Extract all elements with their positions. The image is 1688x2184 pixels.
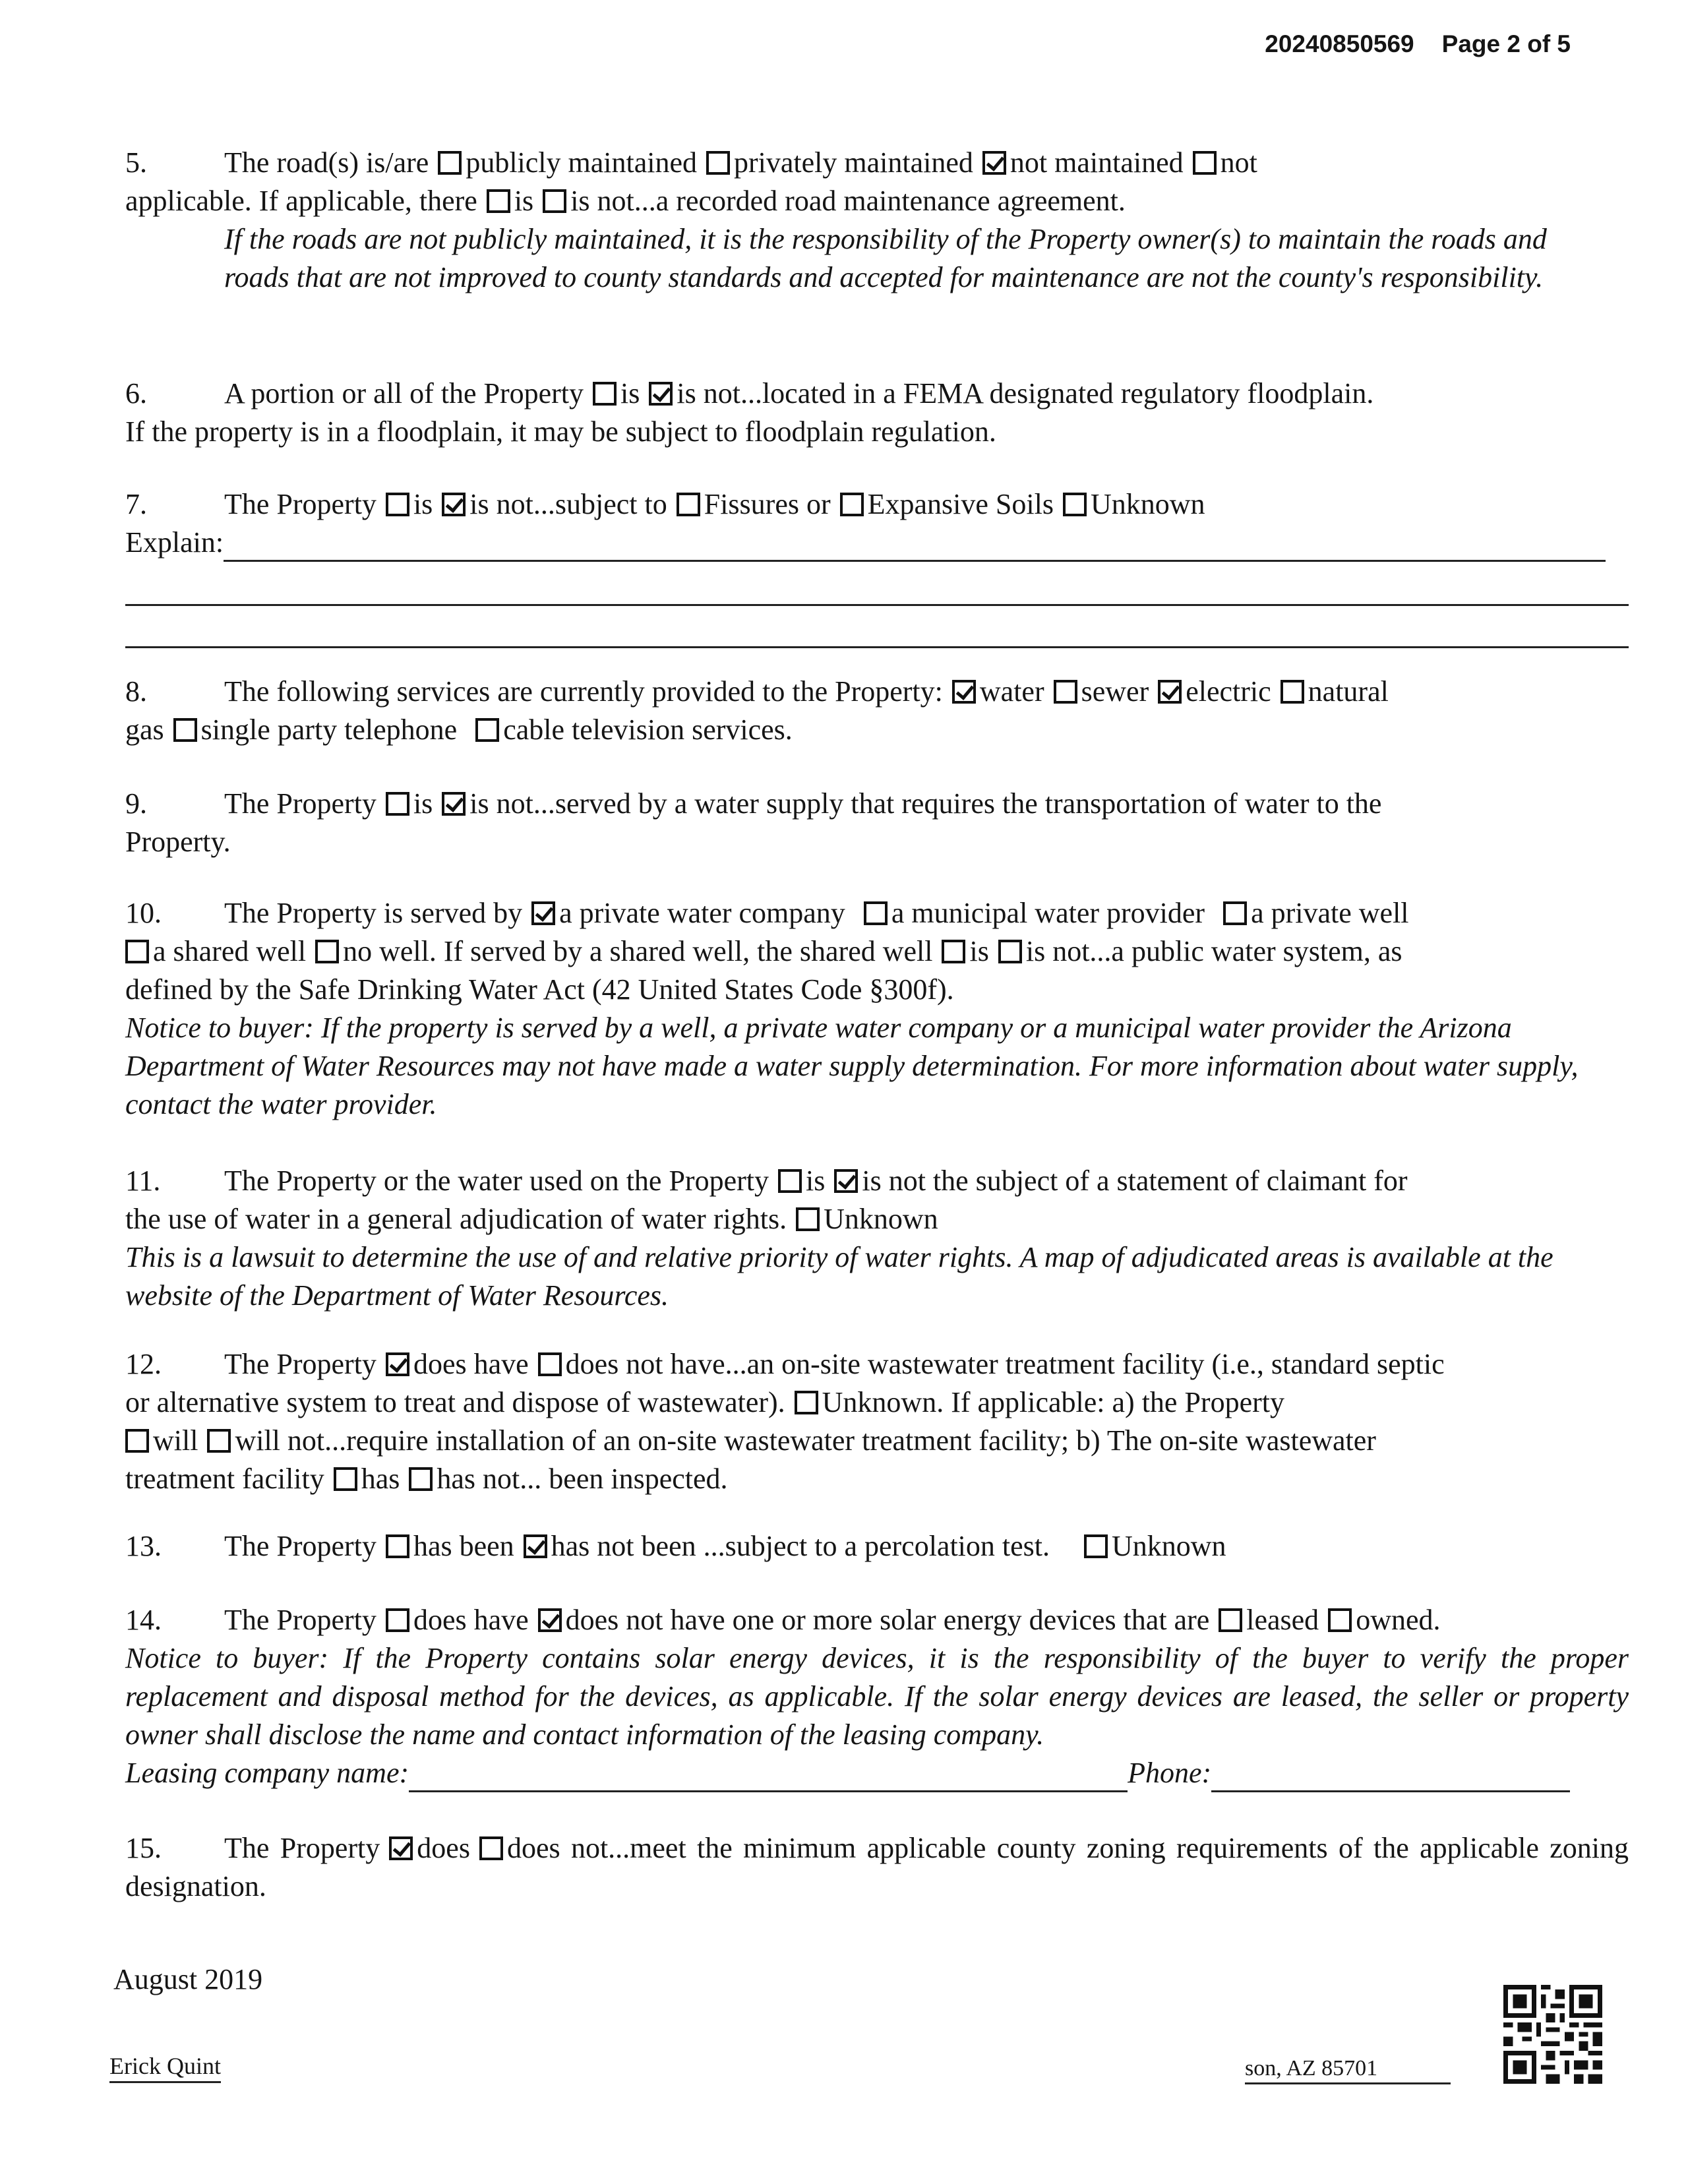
- footer-name: Erick Quint: [109, 2052, 221, 2083]
- item-5-line1: [125, 144, 1629, 182]
- item-text: The Property: [224, 1348, 377, 1380]
- item-number: 5.: [125, 146, 147, 179]
- checkbox-privately-maintained[interactable]: [706, 151, 730, 175]
- checkbox-percolation-unknown[interactable]: [1084, 1534, 1108, 1558]
- option-label: is not...located in a FEMA designated regulatory floodplain.: [677, 377, 1374, 410]
- checkbox-solar-owned[interactable]: [1328, 1608, 1352, 1632]
- option-label: is not...a public water system, as: [1025, 935, 1402, 967]
- option-label: Unknown: [1112, 1530, 1226, 1562]
- qr-code-icon: [1502, 1985, 1604, 2084]
- item-14-note: Notice to buyer: If the Property contains solar energy devices, it is the responsibility of the buyer to verify the proper replacement and disposal method for the devices, as applicable. If the solar energy devices are leased, the seller or property owner shall disclose the name and contact information of the leasing company.: [125, 1642, 1629, 1751]
- item-text: treatment facility: [125, 1463, 324, 1495]
- leasing-company-line[interactable]: [409, 1761, 1128, 1792]
- option-label: has been: [413, 1530, 514, 1562]
- item-10-note: Notice to buyer: If the property is served by a well, a private water company or a municipal water provider the Arizona Department of Water Resources may not have made a water supply determination. For more information about water supply, contact the water provider.: [125, 1012, 1579, 1120]
- checkbox-floodplain-is[interactable]: [593, 382, 617, 406]
- item-10: [125, 894, 1629, 1124]
- checkbox-cable-tv[interactable]: [475, 718, 499, 742]
- checkbox-fissures[interactable]: [677, 493, 700, 516]
- checkbox-soils-unknown[interactable]: [1063, 493, 1087, 516]
- option-label: is not...a recorded road maintenance agreement.: [570, 185, 1126, 217]
- item-5-line2: [125, 182, 1629, 220]
- checkbox-inspected-has-not[interactable]: [409, 1467, 433, 1491]
- option-label: is: [413, 488, 433, 520]
- item-text: gas: [125, 713, 164, 746]
- checkbox-electric[interactable]: [1158, 680, 1182, 704]
- checkbox-sewer[interactable]: [1054, 680, 1077, 704]
- checkbox-shared-well[interactable]: [125, 940, 149, 963]
- option-label: Fissures or: [704, 488, 831, 520]
- checkbox-water[interactable]: [952, 680, 976, 704]
- checkbox-zoning-does[interactable]: [389, 1836, 413, 1860]
- option-label: a shared well: [153, 935, 307, 967]
- phone-line[interactable]: [1211, 1761, 1570, 1792]
- explain-line-2[interactable]: [125, 604, 1629, 606]
- checkbox-install-will[interactable]: [125, 1429, 149, 1453]
- item-text: the use of water in a general adjudication of water rights.: [125, 1203, 787, 1235]
- option-label: not maintained: [1010, 146, 1184, 179]
- checkbox-agreement-is-not[interactable]: [543, 189, 566, 213]
- checkbox-solar-leased[interactable]: [1219, 1608, 1242, 1632]
- option-label: electric: [1186, 675, 1271, 708]
- option-label: does not have...an on-site wastewater treatment facility (i.e., standard septic: [565, 1348, 1445, 1380]
- item-text: The Property: [224, 1832, 380, 1864]
- explain-line[interactable]: [224, 531, 1606, 562]
- item-text: The Property: [224, 787, 377, 820]
- checkbox-zoning-does-not[interactable]: [479, 1836, 503, 1860]
- item-14: [125, 1601, 1629, 1792]
- item-8: [125, 673, 1629, 749]
- checkbox-transport-is[interactable]: [386, 792, 409, 816]
- option-label: has not... been inspected.: [437, 1463, 728, 1495]
- footer-address: son, AZ 85701: [1245, 2056, 1451, 2084]
- checkbox-private-well[interactable]: [1223, 901, 1247, 925]
- checkbox-private-water-company[interactable]: [531, 901, 555, 925]
- checkbox-publicly-maintained[interactable]: [438, 151, 462, 175]
- option-label: cable television services.: [503, 713, 793, 746]
- checkbox-wastewater-unknown[interactable]: [795, 1391, 818, 1414]
- checkbox-not-maintained[interactable]: [982, 151, 1006, 175]
- explain-label: Explain:: [125, 526, 224, 559]
- item-text: The Property or the water used on the Property: [224, 1165, 769, 1197]
- option-label: is not the subject of a statement of claimant for: [862, 1165, 1408, 1197]
- option-label: water: [979, 675, 1044, 708]
- option-label: is not...subject to: [469, 488, 667, 520]
- option-label: a private well: [1251, 897, 1409, 929]
- checkbox-wastewater-does-not-have[interactable]: [538, 1352, 562, 1376]
- checkbox-telephone[interactable]: [173, 718, 197, 742]
- option-label: Unknown: [824, 1203, 938, 1235]
- option-label: will not...require installation of an on-site wastewater treatment facility; b) The on-site wastewater: [235, 1424, 1376, 1457]
- item-6: [125, 375, 1629, 451]
- item-text: The Property: [224, 1604, 377, 1636]
- option-label: is: [806, 1165, 826, 1197]
- checkbox-install-will-not[interactable]: [207, 1429, 231, 1453]
- item-text: The following services are currently provided to the Property:: [224, 675, 943, 708]
- option-label: has not been ...subject to a percolation test.: [551, 1530, 1050, 1562]
- checkbox-soils-is-not[interactable]: [442, 493, 466, 516]
- item-number: 15.: [125, 1832, 162, 1864]
- item-number: 10.: [125, 897, 162, 929]
- option-label: publicly maintained: [466, 146, 698, 179]
- option-label: a municipal water provider: [891, 897, 1205, 929]
- option-label: is: [620, 377, 640, 410]
- option-label: is not...served by a water supply that requires the transportation of water to the: [469, 787, 1382, 820]
- item-text: or alternative system to treat and dispose of wastewater).: [125, 1386, 785, 1418]
- item-number: 6.: [125, 377, 147, 410]
- item-text: defined by the Safe Drinking Water Act (42 United States Code §300f).: [125, 973, 954, 1006]
- phone-label: Phone:: [1128, 1757, 1212, 1789]
- item-11-note: This is a lawsuit to determine the use of and relative priority of water rights. A map of adjudicated areas is available at the website of the Department of Water Resources.: [125, 1241, 1553, 1312]
- page-number: Page 2 of 5: [1441, 30, 1571, 57]
- checkbox-wastewater-does-have[interactable]: [386, 1352, 409, 1376]
- item-number: 14.: [125, 1604, 162, 1636]
- option-label: Unknown: [1090, 488, 1205, 520]
- item-number: 13.: [125, 1530, 162, 1562]
- item-13: [125, 1527, 1629, 1565]
- option-label: privately maintained: [734, 146, 973, 179]
- option-label: natural: [1308, 675, 1389, 708]
- page-header: [1265, 30, 1571, 58]
- option-label: Expansive Soils: [867, 488, 1054, 520]
- item-text: The Property: [224, 1530, 377, 1562]
- option-label: does not have one or more solar energy devices that are: [565, 1604, 1210, 1636]
- checkbox-percolation-has-been[interactable]: [386, 1534, 409, 1558]
- option-label: does have: [413, 1604, 529, 1636]
- item-text: applicable. If applicable, there: [125, 185, 477, 217]
- checkbox-inspected-has[interactable]: [334, 1467, 357, 1491]
- item-7: [125, 485, 1629, 562]
- option-label: does have: [413, 1348, 529, 1380]
- checkbox-percolation-has-not-been[interactable]: [524, 1534, 547, 1558]
- option-label: does: [417, 1832, 470, 1864]
- option-label: single party telephone: [200, 713, 458, 746]
- checkbox-municipal-water[interactable]: [864, 901, 888, 925]
- item-text: A portion or all of the Property: [224, 377, 584, 410]
- option-label: owned.: [1356, 1604, 1441, 1636]
- item-5: [125, 144, 1629, 297]
- item-number: 11.: [125, 1165, 161, 1197]
- checkbox-no-well[interactable]: [315, 940, 339, 963]
- checkbox-claimant-is-not[interactable]: [834, 1169, 858, 1193]
- option-label: Unknown. If applicable: a) the Property: [822, 1386, 1284, 1418]
- item-text: The Property: [224, 488, 377, 520]
- checkbox-floodplain-is-not[interactable]: [649, 382, 673, 406]
- leasing-company-label: Leasing company name:: [125, 1757, 409, 1789]
- option-label: is: [413, 787, 433, 820]
- item-number: 9.: [125, 787, 147, 820]
- item-number: 7.: [125, 488, 147, 520]
- option-label: will: [153, 1424, 198, 1457]
- checkbox-claimant-is[interactable]: [778, 1169, 802, 1193]
- item-12: [125, 1345, 1629, 1498]
- item-number: 8.: [125, 675, 147, 708]
- item-text: Property.: [125, 826, 231, 858]
- footer-date: August 2019: [113, 1963, 263, 1995]
- checkbox-public-system-is[interactable]: [942, 940, 965, 963]
- option-label: a private water company: [559, 897, 845, 929]
- doc-number: 20240850569: [1265, 30, 1414, 57]
- checkbox-transport-is-not[interactable]: [442, 792, 466, 816]
- checkbox-solar-does-have[interactable]: [386, 1608, 409, 1632]
- item-number: 12.: [125, 1348, 162, 1380]
- option-label: no well. If served by a shared well, the shared well: [343, 935, 933, 967]
- checkbox-expansive-soils[interactable]: [840, 493, 864, 516]
- checkbox-agreement-is[interactable]: [487, 189, 510, 213]
- option-label: sewer: [1081, 675, 1149, 708]
- option-label: leased: [1246, 1604, 1319, 1636]
- item-text: The road(s) is/are: [224, 146, 429, 179]
- option-label: has: [361, 1463, 400, 1495]
- checkbox-natural-gas[interactable]: [1281, 680, 1304, 704]
- item-text: The Property is served by: [224, 897, 523, 929]
- option-label: not: [1220, 146, 1257, 179]
- option-label: is: [514, 185, 534, 217]
- checkbox-road-not-applicable[interactable]: [1193, 151, 1217, 175]
- checkbox-solar-does-not-have[interactable]: [538, 1608, 562, 1632]
- item-text: If the property is in a floodplain, it may be subject to floodplain regulation.: [125, 415, 996, 448]
- item-15: [125, 1829, 1629, 1906]
- option-label: is: [969, 935, 989, 967]
- checkbox-claimant-unknown[interactable]: [796, 1207, 820, 1231]
- checkbox-public-system-is-not[interactable]: [998, 940, 1022, 963]
- explain-line-3[interactable]: [125, 646, 1629, 648]
- checkbox-soils-is[interactable]: [386, 493, 409, 516]
- item-5-note: If the roads are not publicly maintained, it is the responsibility of the Property owner(s) to maintain the roads and roads that are not improved to county standards and accepted for maintenance are not the county's responsibility.: [224, 223, 1547, 293]
- item-11: [125, 1162, 1629, 1315]
- option-label: does not...meet the minimum applicable county zoning requirements of the applicable zoning designation.: [125, 1832, 1629, 1902]
- item-9: [125, 785, 1629, 861]
